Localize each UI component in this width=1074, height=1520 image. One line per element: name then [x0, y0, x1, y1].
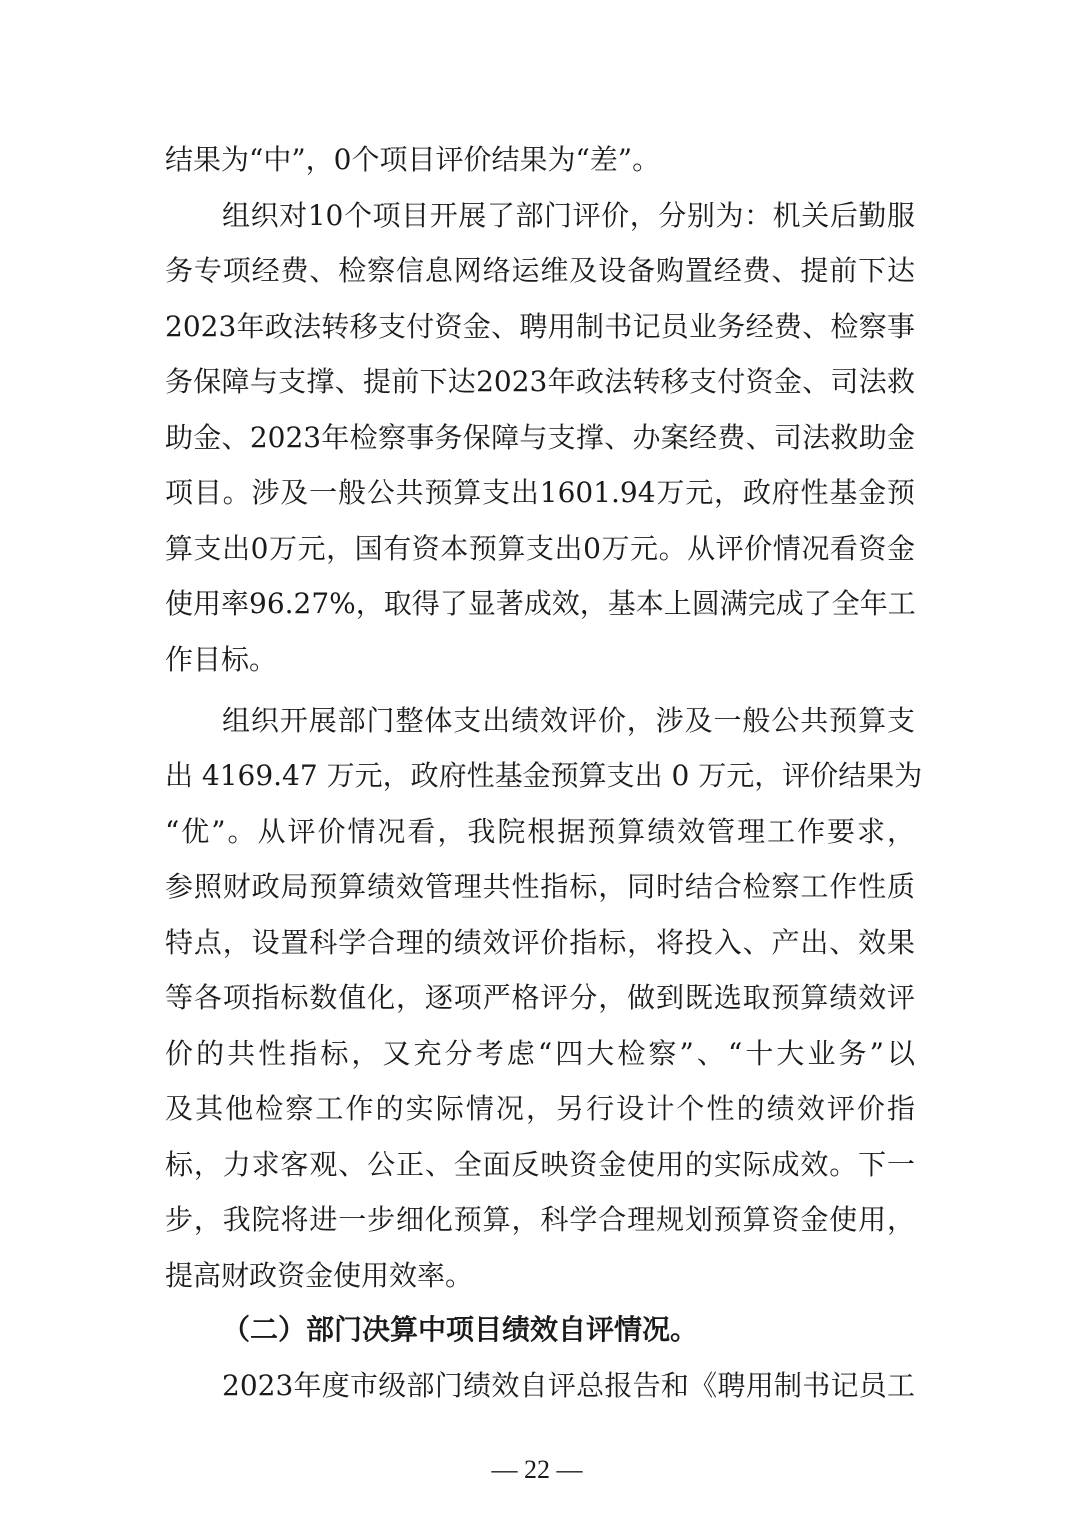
- paragraph-line: 务保障与支撑、提前下达2023年政法转移支付资金、司法救: [165, 365, 915, 398]
- paragraph-line: 2023年度市级部门绩效自评总报告和《聘用制书记员工: [222, 1369, 915, 1402]
- paragraph-line: 助金、2023年检察事务保障与支撑、办案经费、司法救助金: [165, 421, 915, 454]
- paragraph-line: 项目。涉及一般公共预算支出1601.94万元，政府性基金预: [165, 476, 915, 509]
- paragraph-line: 组织开展部门整体支出绩效评价，涉及一般公共预算支: [222, 704, 915, 737]
- paragraph-line: 参照财政局预算绩效管理共性指标，同时结合检察工作性质: [165, 870, 915, 903]
- paragraph-line: 出 4169.47 万元，政府性基金预算支出 0 万元，评价结果为: [165, 759, 923, 792]
- paragraph-line: 标，力求客观、公正、全面反映资金使用的实际成效。下一: [165, 1148, 915, 1181]
- paragraph-line: 作目标。: [165, 643, 278, 676]
- paragraph-line: 及其他检察工作的实际情况，另行设计个性的绩效评价指: [165, 1092, 915, 1125]
- paragraph-line: 组织对10个项目开展了部门评价，分别为：机关后勤服: [222, 199, 915, 232]
- paragraph-line: 提高财政资金使用效率。: [165, 1259, 474, 1292]
- paragraph-line: 结果为“中”，0个项目评价结果为“差”。: [165, 143, 661, 176]
- paragraph-line: 使用率96.27%，取得了显著成效，基本上圆满完成了全年工: [165, 587, 916, 620]
- paragraph-line: 算支出0万元，国有资本预算支出0万元。从评价情况看资金: [165, 532, 915, 565]
- paragraph-line: 务专项经费、检察信息网络运维及设备购置经费、提前下达: [165, 254, 915, 287]
- paragraph-line: 等各项指标数值化，逐项严格评分，做到既选取预算绩效评: [165, 981, 915, 1014]
- page-number: — 22 —: [491, 1455, 583, 1484]
- paragraph-line: 2023年政法转移支付资金、聘用制书记员业务经费、检察事: [165, 310, 915, 343]
- paragraph-line: “优”。从评价情况看，我院根据预算绩效管理工作要求，: [165, 815, 915, 848]
- section-heading: （二）部门决算中项目绩效自评情况。: [222, 1313, 699, 1346]
- paragraph-line: 特点，设置科学合理的绩效评价指标，将投入、产出、效果: [165, 926, 915, 959]
- paragraph-line: 步，我院将进一步细化预算，科学合理规划预算资金使用，: [165, 1203, 915, 1236]
- paragraph-line: 价的共性指标，又充分考虑“四大检察”、“十大业务”以: [165, 1037, 915, 1070]
